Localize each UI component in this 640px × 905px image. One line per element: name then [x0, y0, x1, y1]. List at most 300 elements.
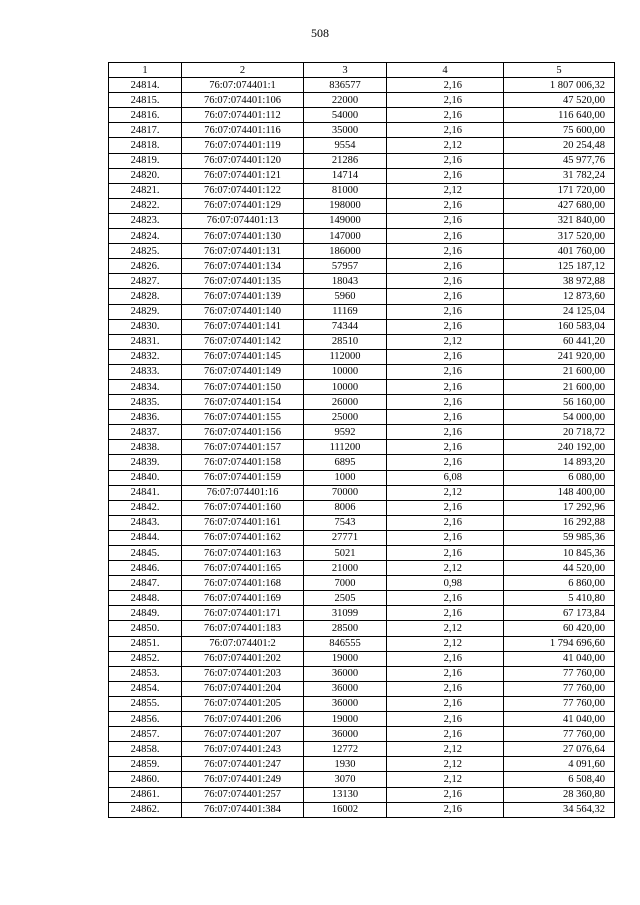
rate-cell: 2,16	[387, 93, 504, 108]
data-table	[108, 62, 615, 818]
row-number-cell: 24842.	[109, 500, 182, 515]
table-row	[109, 470, 615, 485]
area-cell: 28500	[304, 621, 387, 636]
amount-cell: 116 640,00	[504, 108, 615, 123]
amount-cell: 60 441,20	[504, 334, 615, 349]
cadastral-number-cell: 76:07:074401:130	[182, 229, 304, 244]
cadastral-number-cell: 76:07:074401:131	[182, 244, 304, 259]
amount-cell: 59 985,36	[504, 530, 615, 545]
table-row	[109, 153, 615, 168]
cadastral-number-cell: 76:07:074401:142	[182, 334, 304, 349]
row-number-cell: 24817.	[109, 123, 182, 138]
area-cell: 9554	[304, 138, 387, 153]
table-row	[109, 410, 615, 425]
table-row	[109, 772, 615, 787]
rate-cell: 6,08	[387, 470, 504, 485]
cadastral-number-cell: 76:07:074401:119	[182, 138, 304, 153]
amount-cell: 4 091,60	[504, 757, 615, 772]
rate-cell: 2,16	[387, 500, 504, 515]
area-cell: 5021	[304, 546, 387, 561]
area-cell: 10000	[304, 379, 387, 394]
amount-cell: 5 410,80	[504, 591, 615, 606]
area-cell: 7000	[304, 576, 387, 591]
cadastral-number-cell: 76:07:074401:154	[182, 395, 304, 410]
row-number-cell: 24837.	[109, 425, 182, 440]
cadastral-number-cell: 76:07:074401:1	[182, 78, 304, 93]
table-row	[109, 696, 615, 711]
cadastral-number-cell: 76:07:074401:135	[182, 274, 304, 289]
table-row	[109, 606, 615, 621]
rate-cell: 2,16	[387, 213, 504, 228]
table-row	[109, 168, 615, 183]
rate-cell: 2,16	[387, 681, 504, 696]
amount-cell: 17 292,96	[504, 500, 615, 515]
row-number-cell: 24814.	[109, 78, 182, 93]
row-number-cell: 24841.	[109, 485, 182, 500]
amount-cell: 45 977,76	[504, 153, 615, 168]
table-row	[109, 304, 615, 319]
table-row	[109, 561, 615, 576]
rate-cell: 2,12	[387, 561, 504, 576]
area-cell: 3070	[304, 772, 387, 787]
row-number-cell: 24822.	[109, 198, 182, 213]
amount-cell: 60 420,00	[504, 621, 615, 636]
table-row	[109, 727, 615, 742]
row-number-cell: 24832.	[109, 349, 182, 364]
cadastral-number-cell: 76:07:074401:160	[182, 500, 304, 515]
row-number-cell: 24853.	[109, 666, 182, 681]
rate-cell: 2,16	[387, 123, 504, 138]
amount-cell: 77 760,00	[504, 696, 615, 711]
area-cell: 35000	[304, 123, 387, 138]
rate-cell: 2,16	[387, 727, 504, 742]
amount-cell: 77 760,00	[504, 727, 615, 742]
table-row	[109, 621, 615, 636]
table-row	[109, 364, 615, 379]
rate-cell: 2,16	[387, 712, 504, 727]
area-cell: 57957	[304, 259, 387, 274]
table-row	[109, 455, 615, 470]
area-cell: 112000	[304, 349, 387, 364]
table-row	[109, 123, 615, 138]
table-row	[109, 213, 615, 228]
area-cell: 36000	[304, 681, 387, 696]
cadastral-number-cell: 76:07:074401:159	[182, 470, 304, 485]
rate-cell: 2,16	[387, 606, 504, 621]
table-row	[109, 229, 615, 244]
cadastral-number-cell: 76:07:074401:257	[182, 787, 304, 802]
area-cell: 54000	[304, 108, 387, 123]
area-cell: 22000	[304, 93, 387, 108]
rate-cell: 2,12	[387, 742, 504, 757]
area-cell: 21000	[304, 561, 387, 576]
row-number-cell: 24829.	[109, 304, 182, 319]
table-row	[109, 485, 615, 500]
rate-cell: 0,98	[387, 576, 504, 591]
table-row	[109, 198, 615, 213]
column-header-2: 2	[182, 63, 304, 78]
cadastral-number-cell: 76:07:074401:162	[182, 530, 304, 545]
amount-cell: 160 583,04	[504, 319, 615, 334]
table-header-row	[109, 63, 615, 78]
amount-cell: 67 173,84	[504, 606, 615, 621]
table-row	[109, 108, 615, 123]
amount-cell: 427 680,00	[504, 198, 615, 213]
area-cell: 19000	[304, 712, 387, 727]
row-number-cell: 24821.	[109, 183, 182, 198]
area-cell: 10000	[304, 364, 387, 379]
area-cell: 186000	[304, 244, 387, 259]
cadastral-number-cell: 76:07:074401:205	[182, 696, 304, 711]
cadastral-number-cell: 76:07:074401:2	[182, 636, 304, 651]
cadastral-number-cell: 76:07:074401:139	[182, 289, 304, 304]
rate-cell: 2,16	[387, 364, 504, 379]
row-number-cell: 24847.	[109, 576, 182, 591]
table-body	[109, 78, 615, 818]
amount-cell: 401 760,00	[504, 244, 615, 259]
cadastral-number-cell: 76:07:074401:129	[182, 198, 304, 213]
column-header-3: 3	[304, 63, 387, 78]
table-row	[109, 651, 615, 666]
table-row	[109, 500, 615, 515]
row-number-cell: 24836.	[109, 410, 182, 425]
amount-cell: 47 520,00	[504, 93, 615, 108]
row-number-cell: 24824.	[109, 229, 182, 244]
amount-cell: 21 600,00	[504, 379, 615, 394]
area-cell: 149000	[304, 213, 387, 228]
row-number-cell: 24845.	[109, 546, 182, 561]
cadastral-number-cell: 76:07:074401:141	[182, 319, 304, 334]
area-cell: 9592	[304, 425, 387, 440]
area-cell: 12772	[304, 742, 387, 757]
amount-cell: 171 720,00	[504, 183, 615, 198]
amount-cell: 27 076,64	[504, 742, 615, 757]
rate-cell: 2,16	[387, 319, 504, 334]
area-cell: 836577	[304, 78, 387, 93]
cadastral-number-cell: 76:07:074401:157	[182, 440, 304, 455]
area-cell: 31099	[304, 606, 387, 621]
cadastral-number-cell: 76:07:074401:121	[182, 168, 304, 183]
area-cell: 74344	[304, 319, 387, 334]
row-number-cell: 24839.	[109, 455, 182, 470]
amount-cell: 14 893,20	[504, 455, 615, 470]
area-cell: 36000	[304, 727, 387, 742]
amount-cell: 125 187,12	[504, 259, 615, 274]
rate-cell: 2,16	[387, 304, 504, 319]
amount-cell: 41 040,00	[504, 651, 615, 666]
area-cell: 36000	[304, 696, 387, 711]
rate-cell: 2,16	[387, 78, 504, 93]
area-cell: 26000	[304, 395, 387, 410]
amount-cell: 12 873,60	[504, 289, 615, 304]
amount-cell: 21 600,00	[504, 364, 615, 379]
rate-cell: 2,16	[387, 229, 504, 244]
cadastral-number-cell: 76:07:074401:149	[182, 364, 304, 379]
cadastral-number-cell: 76:07:074401:203	[182, 666, 304, 681]
amount-cell: 41 040,00	[504, 712, 615, 727]
row-number-cell: 24834.	[109, 379, 182, 394]
row-number-cell: 24859.	[109, 757, 182, 772]
row-number-cell: 24848.	[109, 591, 182, 606]
amount-cell: 321 840,00	[504, 213, 615, 228]
row-number-cell: 24818.	[109, 138, 182, 153]
amount-cell: 10 845,36	[504, 546, 615, 561]
row-number-cell: 24825.	[109, 244, 182, 259]
table-row	[109, 259, 615, 274]
rate-cell: 2,16	[387, 666, 504, 681]
row-number-cell: 24828.	[109, 289, 182, 304]
cadastral-number-cell: 76:07:074401:168	[182, 576, 304, 591]
table-row	[109, 591, 615, 606]
row-number-cell: 24833.	[109, 364, 182, 379]
area-cell: 111200	[304, 440, 387, 455]
table-row	[109, 183, 615, 198]
cadastral-number-cell: 76:07:074401:204	[182, 681, 304, 696]
cadastral-number-cell: 76:07:074401:112	[182, 108, 304, 123]
row-number-cell: 24862.	[109, 802, 182, 817]
area-cell: 7543	[304, 515, 387, 530]
table-row	[109, 440, 615, 455]
amount-cell: 20 718,72	[504, 425, 615, 440]
area-cell: 1000	[304, 470, 387, 485]
rate-cell: 2,16	[387, 198, 504, 213]
table-row	[109, 425, 615, 440]
row-number-cell: 24830.	[109, 319, 182, 334]
rate-cell: 2,16	[387, 696, 504, 711]
rate-cell: 2,16	[387, 651, 504, 666]
table-row	[109, 138, 615, 153]
amount-cell: 44 520,00	[504, 561, 615, 576]
area-cell: 8006	[304, 500, 387, 515]
area-cell: 14714	[304, 168, 387, 183]
table-row	[109, 681, 615, 696]
amount-cell: 56 160,00	[504, 395, 615, 410]
rate-cell: 2,16	[387, 440, 504, 455]
row-number-cell: 24856.	[109, 712, 182, 727]
rate-cell: 2,12	[387, 334, 504, 349]
amount-cell: 6 508,40	[504, 772, 615, 787]
table-row	[109, 319, 615, 334]
cadastral-number-cell: 76:07:074401:243	[182, 742, 304, 757]
row-number-cell: 24843.	[109, 515, 182, 530]
cadastral-number-cell: 76:07:074401:163	[182, 546, 304, 561]
rate-cell: 2,16	[387, 153, 504, 168]
area-cell: 27771	[304, 530, 387, 545]
cadastral-number-cell: 76:07:074401:120	[182, 153, 304, 168]
table-row	[109, 78, 615, 93]
row-number-cell: 24823.	[109, 213, 182, 228]
row-number-cell: 24855.	[109, 696, 182, 711]
cadastral-number-cell: 76:07:074401:171	[182, 606, 304, 621]
table-row	[109, 395, 615, 410]
amount-cell: 31 782,24	[504, 168, 615, 183]
table-row	[109, 546, 615, 561]
area-cell: 147000	[304, 229, 387, 244]
rate-cell: 2,16	[387, 274, 504, 289]
rate-cell: 2,12	[387, 485, 504, 500]
amount-cell: 77 760,00	[504, 681, 615, 696]
cadastral-number-cell: 76:07:074401:140	[182, 304, 304, 319]
rate-cell: 2,16	[387, 108, 504, 123]
table-row	[109, 530, 615, 545]
row-number-cell: 24815.	[109, 93, 182, 108]
rate-cell: 2,16	[387, 168, 504, 183]
table-row	[109, 666, 615, 681]
rate-cell: 2,12	[387, 138, 504, 153]
rate-cell: 2,16	[387, 802, 504, 817]
amount-cell: 6 080,00	[504, 470, 615, 485]
cadastral-number-cell: 76:07:074401:202	[182, 651, 304, 666]
rate-cell: 2,12	[387, 772, 504, 787]
amount-cell: 1 807 006,32	[504, 78, 615, 93]
table-row	[109, 757, 615, 772]
amount-cell: 34 564,32	[504, 802, 615, 817]
amount-cell: 38 972,88	[504, 274, 615, 289]
rate-cell: 2,16	[387, 289, 504, 304]
area-cell: 81000	[304, 183, 387, 198]
table-row	[109, 576, 615, 591]
table-row	[109, 636, 615, 651]
cadastral-number-cell: 76:07:074401:116	[182, 123, 304, 138]
cadastral-number-cell: 76:07:074401:183	[182, 621, 304, 636]
amount-cell: 77 760,00	[504, 666, 615, 681]
area-cell: 2505	[304, 591, 387, 606]
amount-cell: 1 794 696,60	[504, 636, 615, 651]
cadastral-number-cell: 76:07:074401:16	[182, 485, 304, 500]
row-number-cell: 24835.	[109, 395, 182, 410]
row-number-cell: 24820.	[109, 168, 182, 183]
table-row	[109, 379, 615, 394]
row-number-cell: 24844.	[109, 530, 182, 545]
cadastral-number-cell: 76:07:074401:161	[182, 515, 304, 530]
area-cell: 6895	[304, 455, 387, 470]
table-row	[109, 244, 615, 259]
table-row	[109, 334, 615, 349]
cadastral-number-cell: 76:07:074401:158	[182, 455, 304, 470]
amount-cell: 54 000,00	[504, 410, 615, 425]
rate-cell: 2,16	[387, 455, 504, 470]
page-number: 508	[311, 26, 329, 40]
column-header-1: 1	[109, 63, 182, 78]
amount-cell: 28 360,80	[504, 787, 615, 802]
area-cell: 28510	[304, 334, 387, 349]
rate-cell: 2,16	[387, 591, 504, 606]
amount-cell: 24 125,04	[504, 304, 615, 319]
cadastral-number-cell: 76:07:074401:165	[182, 561, 304, 576]
rate-cell: 2,16	[387, 410, 504, 425]
table-row	[109, 742, 615, 757]
row-number-cell: 24850.	[109, 621, 182, 636]
row-number-cell: 24846.	[109, 561, 182, 576]
cadastral-number-cell: 76:07:074401:207	[182, 727, 304, 742]
area-cell: 25000	[304, 410, 387, 425]
table-row	[109, 93, 615, 108]
cadastral-number-cell: 76:07:074401:247	[182, 757, 304, 772]
table-row	[109, 802, 615, 817]
row-number-cell: 24827.	[109, 274, 182, 289]
table-row	[109, 515, 615, 530]
cadastral-number-cell: 76:07:074401:384	[182, 802, 304, 817]
rate-cell: 2,12	[387, 183, 504, 198]
rate-cell: 2,16	[387, 546, 504, 561]
cadastral-number-cell: 76:07:074401:13	[182, 213, 304, 228]
rate-cell: 2,16	[387, 395, 504, 410]
row-number-cell: 24852.	[109, 651, 182, 666]
area-cell: 21286	[304, 153, 387, 168]
area-cell: 13130	[304, 787, 387, 802]
amount-cell: 16 292,88	[504, 515, 615, 530]
amount-cell: 6 860,00	[504, 576, 615, 591]
row-number-cell: 24831.	[109, 334, 182, 349]
area-cell: 18043	[304, 274, 387, 289]
area-cell: 36000	[304, 666, 387, 681]
rate-cell: 2,16	[387, 515, 504, 530]
row-number-cell: 24826.	[109, 259, 182, 274]
amount-cell: 317 520,00	[504, 229, 615, 244]
column-header-4: 4	[387, 63, 504, 78]
rate-cell: 2,12	[387, 621, 504, 636]
rate-cell: 2,16	[387, 425, 504, 440]
row-number-cell: 24857.	[109, 727, 182, 742]
table-row	[109, 787, 615, 802]
rate-cell: 2,16	[387, 259, 504, 274]
cadastral-number-cell: 76:07:074401:122	[182, 183, 304, 198]
area-cell: 70000	[304, 485, 387, 500]
area-cell: 846555	[304, 636, 387, 651]
rate-cell: 2,12	[387, 636, 504, 651]
amount-cell: 148 400,00	[504, 485, 615, 500]
area-cell: 1930	[304, 757, 387, 772]
table-row	[109, 289, 615, 304]
area-cell: 19000	[304, 651, 387, 666]
row-number-cell: 24861.	[109, 787, 182, 802]
rate-cell: 2,16	[387, 244, 504, 259]
row-number-cell: 24838.	[109, 440, 182, 455]
rate-cell: 2,16	[387, 530, 504, 545]
row-number-cell: 24819.	[109, 153, 182, 168]
cadastral-number-cell: 76:07:074401:169	[182, 591, 304, 606]
rate-cell: 2,16	[387, 787, 504, 802]
area-cell: 198000	[304, 198, 387, 213]
cadastral-number-cell: 76:07:074401:206	[182, 712, 304, 727]
cadastral-number-cell: 76:07:074401:150	[182, 379, 304, 394]
rate-cell: 2,16	[387, 379, 504, 394]
table-row	[109, 274, 615, 289]
column-header-5: 5	[504, 63, 615, 78]
row-number-cell: 24860.	[109, 772, 182, 787]
row-number-cell: 24849.	[109, 606, 182, 621]
table-row	[109, 712, 615, 727]
rate-cell: 2,12	[387, 757, 504, 772]
amount-cell: 240 192,00	[504, 440, 615, 455]
amount-cell: 241 920,00	[504, 349, 615, 364]
row-number-cell: 24851.	[109, 636, 182, 651]
area-cell: 11169	[304, 304, 387, 319]
cadastral-number-cell: 76:07:074401:156	[182, 425, 304, 440]
amount-cell: 20 254,48	[504, 138, 615, 153]
area-cell: 16002	[304, 802, 387, 817]
row-number-cell: 24840.	[109, 470, 182, 485]
row-number-cell: 24854.	[109, 681, 182, 696]
table-row	[109, 349, 615, 364]
area-cell: 5960	[304, 289, 387, 304]
row-number-cell: 24858.	[109, 742, 182, 757]
cadastral-number-cell: 76:07:074401:134	[182, 259, 304, 274]
cadastral-number-cell: 76:07:074401:249	[182, 772, 304, 787]
rate-cell: 2,16	[387, 349, 504, 364]
cadastral-number-cell: 76:07:074401:155	[182, 410, 304, 425]
amount-cell: 75 600,00	[504, 123, 615, 138]
